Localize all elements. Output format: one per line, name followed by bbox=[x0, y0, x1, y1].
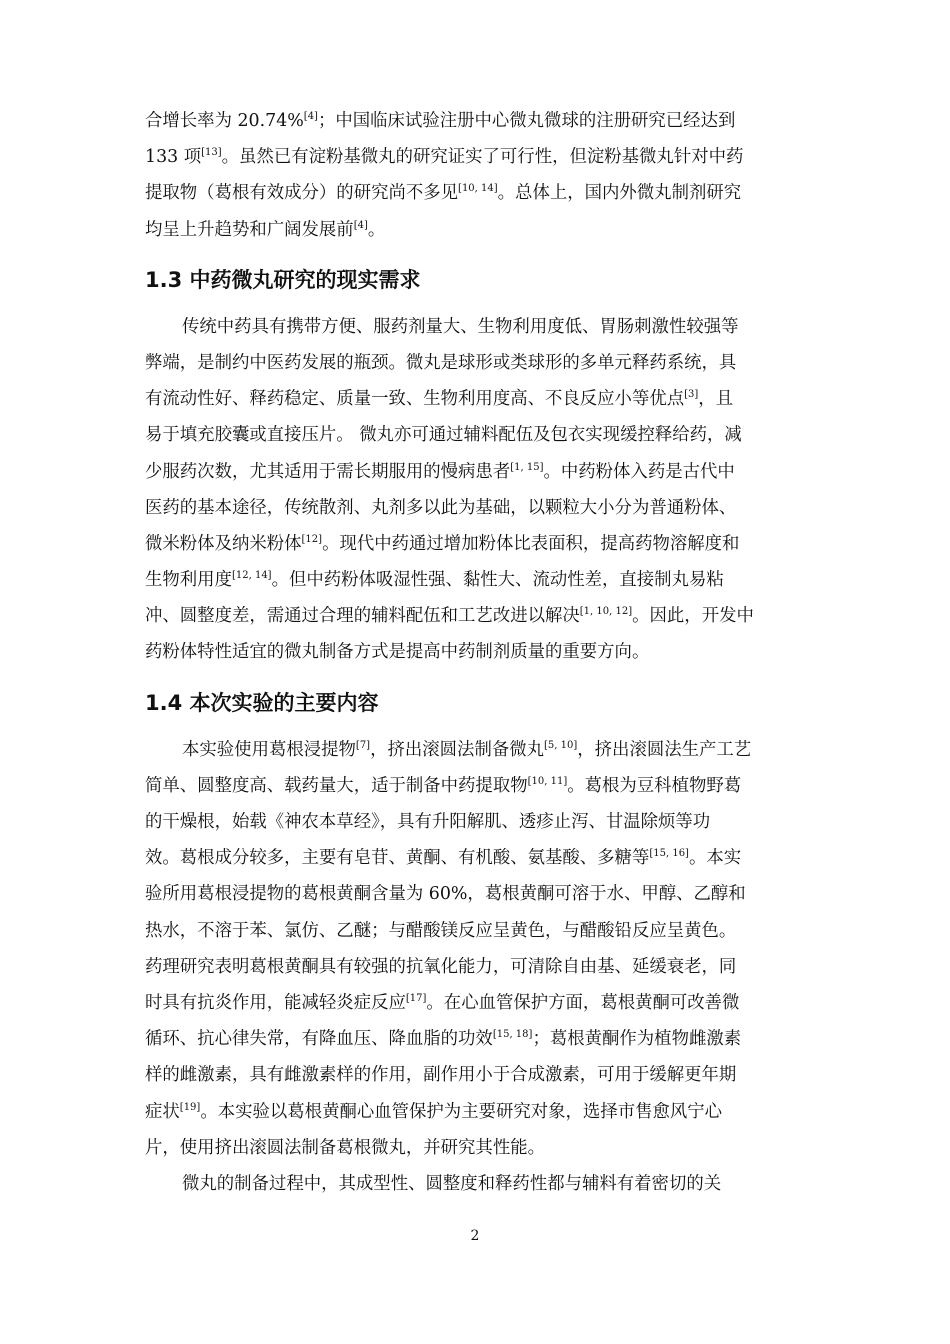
text-line: 循环、抗心律失常，有降血压、降血脂的功效[15, 18]；葛根黄酮作为植物雌激素 bbox=[145, 1029, 742, 1050]
text-line: 时具有抗炎作用，能减轻炎症反应[17]。在心血管保护方面，葛根黄酮可改善微 bbox=[145, 992, 740, 1013]
text-line: 生物利用度[12, 14]。但中药粉体吸湿性强、黏性大、流动性差，直接制丸易粘 bbox=[145, 570, 724, 591]
citation[interactable]: [1, 10, 12] bbox=[579, 606, 633, 618]
text-line: 微丸的制备过程中，其成型性、圆整度和释药性都与辅料有着密切的关 bbox=[182, 1173, 722, 1194]
text-line: 易于填充胶囊或直接压片。 微丸亦可通过辅料配伍及包衣实现缓控释给药，减 bbox=[145, 425, 742, 446]
text-line: 医药的基本途径，传统散剂、丸剂多以此为基础，以颗粒大小分为普通粉体、 bbox=[145, 497, 737, 518]
text-line: 热水，不溶于苯、氯仿、乙醚；与醋酸镁反应呈黄色，与醋酸铅反应呈黄色。 bbox=[145, 920, 737, 941]
text-line: 样的雌激素，具有雌激素样的作用，副作用小于合成激素，可用于缓解更年期 bbox=[145, 1065, 737, 1086]
text-line: 冲、圆整度差，需通过合理的辅料配伍和工艺改进以解决[1, 10, 12]。因此，开发中 bbox=[145, 606, 754, 627]
text-line: 本实验使用葛根浸提物[7]，挤出滚圆法制备微丸[5, 10]，挤出滚圆法生产工艺 bbox=[182, 739, 752, 760]
text-line: 传统中药具有携带方便、服药剂量大、生物利用度低、胃肠刺激性较强等 bbox=[182, 316, 739, 337]
text-line: 均呈上升趋势和广阔发展前[4]。 bbox=[145, 219, 386, 240]
citation[interactable]: [10, 14] bbox=[458, 183, 498, 195]
citation[interactable]: [15, 18] bbox=[492, 1029, 533, 1041]
citation[interactable]: [1, 15] bbox=[510, 461, 544, 473]
citation[interactable]: [7] bbox=[355, 739, 371, 751]
text-line: 有流动性好、释药稳定、质量一致、生物利用度高、不良反应小等优点[3]，且 bbox=[145, 389, 734, 410]
section-heading-1-4: 1.4 本次实验的主要内容 bbox=[145, 690, 379, 715]
citation[interactable]: [12] bbox=[301, 534, 323, 546]
text-line: 药粉体特性适宜的微丸制备方式是提高中药制剂质量的重要方向。 bbox=[145, 642, 650, 663]
document-body bbox=[145, 103, 807, 1202]
text-line: 简单、圆整度高、载药量大，适于制备中药提取物[10, 11]。葛根为豆科植物野葛 bbox=[145, 775, 742, 796]
citation[interactable]: [10, 11] bbox=[527, 776, 568, 788]
section-heading-1-3: 1.3 中药微丸研究的现实需求 bbox=[145, 267, 421, 292]
citation[interactable]: [15, 16] bbox=[649, 848, 689, 860]
citation[interactable]: [12, 14] bbox=[231, 570, 272, 582]
citation[interactable]: [19] bbox=[179, 1101, 201, 1113]
text-line: 的干燥根，始载《神农本草经》，具有升阳解肌、透疹止泻、甘温除烦等功 bbox=[145, 812, 711, 832]
text-line: 药理研究表明葛根黄酮具有较强的抗氧化能力，可清除自由基、延缓衰老，同 bbox=[145, 956, 737, 977]
paragraph-1-4-next bbox=[145, 1166, 807, 1202]
page-number: 2 bbox=[470, 1228, 480, 1244]
citation[interactable]: [4] bbox=[353, 219, 368, 231]
citation[interactable]: [3] bbox=[684, 389, 699, 401]
text-line: 验所用葛根浸提物的葛根黄酮含量为 60%，葛根黄酮可溶于水、甲醇、乙醇和 bbox=[145, 884, 746, 905]
text-line: 133 项[13]。虽然已有淀粉基微丸的研究证实了可行性，但淀粉基微丸针对中药 bbox=[145, 147, 744, 168]
text-line: 症状[19]。本实验以葛根黄酮心血管保护为主要研究对象，选择市售愈风宁心 bbox=[145, 1101, 723, 1122]
text-line: 合增长率为 20.74%[4]；中国临床试验注册中心微丸微球的注册研究已经达到 bbox=[145, 111, 736, 131]
text-line: 少服药次数，尤其适用于需长期服用的慢病患者[1, 15]。中药粉体入药是古代中 bbox=[145, 461, 735, 482]
text-line: 效。葛根成分较多，主要有皂苷、黄酮、有机酸、氨基酸、多糖等[15, 16]。本实 bbox=[145, 848, 742, 869]
citation[interactable]: [4] bbox=[303, 111, 318, 123]
paragraph-1-4 bbox=[145, 732, 807, 1166]
text-line: 微米粉体及纳米粉体[12]。现代中药通过增加粉体比表面积，提高药物溶解度和 bbox=[145, 533, 740, 554]
paragraph-1-3 bbox=[145, 309, 807, 671]
paragraph-1-2-continuation bbox=[145, 103, 807, 248]
citation[interactable]: [13] bbox=[201, 147, 222, 159]
citation[interactable]: [17] bbox=[405, 993, 427, 1005]
text-line: 提取物（葛根有效成分）的研究尚不多见[10, 14]。总体上，国内外微丸制剂研究 bbox=[145, 183, 742, 204]
citation[interactable]: [5, 10] bbox=[544, 739, 578, 751]
text-line: 弊端，是制约中医药发展的瓶颈。微丸是球形或类球形的多单元释药系统，具 bbox=[145, 352, 737, 373]
text-line: 片，使用挤出滚圆法制备葛根微丸，并研究其性能。 bbox=[145, 1137, 545, 1158]
